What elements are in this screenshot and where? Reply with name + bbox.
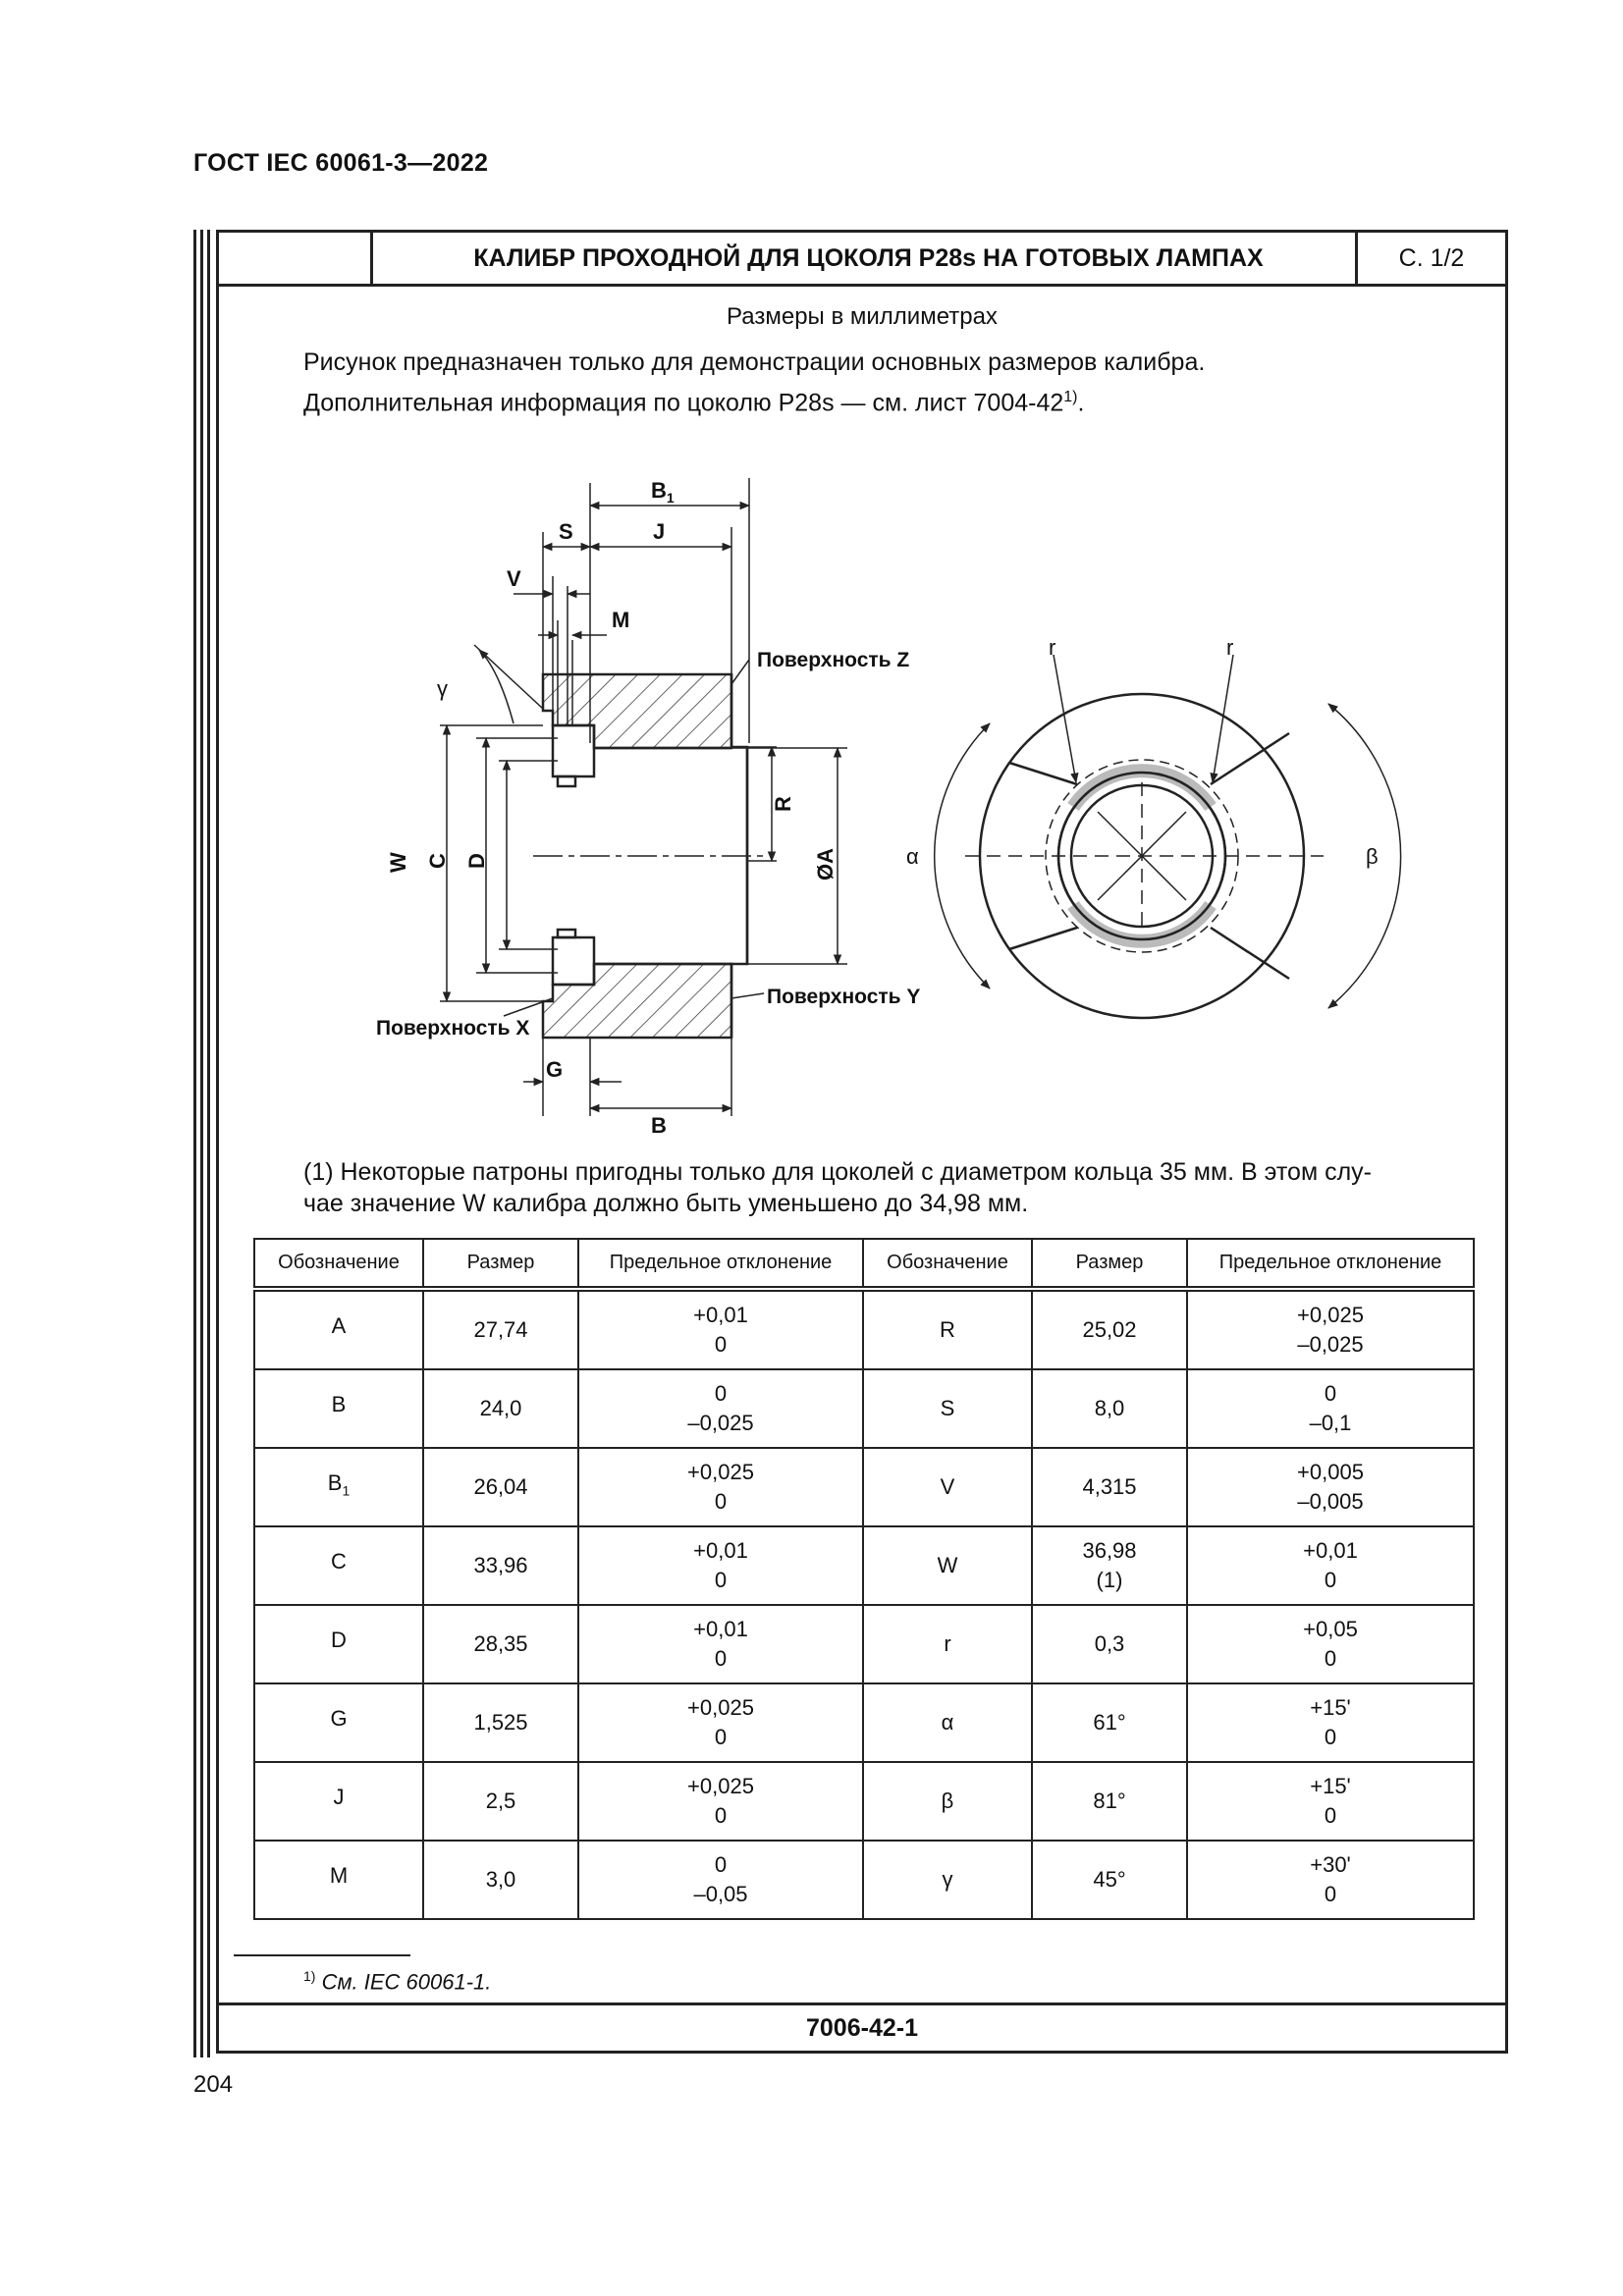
label-a: ØA (813, 848, 838, 881)
designation-cell: G (254, 1683, 423, 1762)
designation-cell: M (254, 1841, 423, 1919)
size-cell: 26,04 (423, 1448, 578, 1526)
intro-text (303, 346, 1205, 420)
label-j: J (653, 519, 666, 544)
label-s: S (559, 519, 573, 544)
header-size: Размер (423, 1239, 578, 1289)
tolerance-cell: +0,025 0 (578, 1762, 863, 1841)
intro-line-1: Рисунок предназначен только для демонстрации основных размеров калибра. (303, 348, 1206, 376)
size-cell: 8,0 (1032, 1369, 1187, 1448)
designation-cell: r (863, 1605, 1032, 1683)
tolerance-cell: +0,025 –0,025 (1187, 1289, 1474, 1369)
tolerance-cell: 0 –0,025 (578, 1369, 863, 1448)
table-row (254, 1683, 1474, 1762)
designation-cell: W (863, 1526, 1032, 1605)
sheet-number: 7006-42-1 (806, 2014, 918, 2042)
gauge-drawing (219, 449, 1505, 1136)
tolerance-cell: +0,01 0 (578, 1526, 863, 1605)
size-cell: 2,5 (423, 1762, 578, 1841)
label-gamma: γ (437, 676, 448, 701)
note-line-1: (1) Некоторые патроны пригодны только для цоколей с диаметром кольца 35 мм. В этом слу- (303, 1158, 1372, 1186)
label-m: M (612, 608, 630, 632)
table-row (254, 1841, 1474, 1919)
label-w: W (386, 852, 410, 873)
page-number: 204 (193, 2071, 234, 2098)
label-v: V (507, 566, 521, 591)
margin-rule (200, 230, 203, 2057)
footnote: $^{1)}$ См. IEC 60061-1. (303, 1968, 492, 1995)
tolerance-cell: +0,01 0 (578, 1605, 863, 1683)
dimensions-table (253, 1238, 1475, 1920)
table-row (254, 1289, 1474, 1369)
label-c: C (425, 853, 450, 869)
header-size: Размер (1032, 1239, 1187, 1289)
note-line-2: чае значение W калибра должно быть уменьшено до 34,98 мм. (303, 1190, 1029, 1217)
size-cell: 33,96 (423, 1526, 578, 1605)
designation-cell: R (863, 1289, 1032, 1369)
designation-cell: $B_1$ (254, 1448, 423, 1526)
tolerance-cell: 0 –0,05 (578, 1841, 863, 1919)
table-row (254, 1526, 1474, 1605)
document-code: ГОСТ IEC 60061-3—2022 (193, 149, 489, 177)
size-cell: 25,02 (1032, 1289, 1187, 1369)
title-row (219, 233, 1505, 287)
table-header-row (254, 1239, 1474, 1289)
tolerance-cell: 0 –0,1 (1187, 1369, 1474, 1448)
intro-line-2: Дополнительная информация по цоколю P28s — см. лист 7004-42$^{1)}$. (303, 389, 1085, 417)
margin-rule (207, 230, 210, 2057)
size-cell: 4,315 (1032, 1448, 1187, 1526)
label-b1: $B_1$ (651, 478, 675, 506)
size-cell: 27,74 (423, 1289, 578, 1369)
size-cell: 45° (1032, 1841, 1187, 1919)
designation-cell: J (254, 1762, 423, 1841)
size-cell: 28,35 (423, 1605, 578, 1683)
header-tolerance: Предельное отклонение (578, 1239, 863, 1289)
size-cell: 3,0 (423, 1841, 578, 1919)
label-surface-y: Поверхность Y (767, 986, 921, 1008)
tolerance-cell: +30' 0 (1187, 1841, 1474, 1919)
table-row (254, 1605, 1474, 1683)
size-cell: 81° (1032, 1762, 1187, 1841)
units-note: Размеры в миллиметрах (727, 303, 998, 330)
label-r-left: r (1049, 635, 1056, 660)
footnote-ref: 1) (1063, 389, 1078, 405)
designation-cell: D (254, 1605, 423, 1683)
label-r: R (771, 796, 795, 812)
label-g: G (546, 1057, 564, 1082)
tolerance-cell: +15' 0 (1187, 1683, 1474, 1762)
tolerance-cell: +0,025 0 (578, 1448, 863, 1526)
designation-cell: α (863, 1683, 1032, 1762)
header-tolerance: Предельное отклонение (1187, 1239, 1474, 1289)
header-designation: Обозначение (863, 1239, 1032, 1289)
table-row (254, 1448, 1474, 1526)
label-beta: β (1366, 844, 1379, 869)
title-blank-cell (219, 233, 373, 284)
designation-cell: A (254, 1289, 423, 1369)
label-b: B (651, 1113, 667, 1136)
label-surface-z: Поверхность Z (757, 649, 910, 671)
table-row (254, 1369, 1474, 1448)
tolerance-cell: +0,005 –0,005 (1187, 1448, 1474, 1526)
tolerance-cell: +15' 0 (1187, 1762, 1474, 1841)
footer-rule (219, 2002, 1505, 2005)
designation-cell: β (863, 1762, 1032, 1841)
designation-cell: γ (863, 1841, 1032, 1919)
label-surface-x: Поверхность X (376, 1017, 530, 1040)
label-alpha: α (906, 844, 919, 869)
designation-cell: S (863, 1369, 1032, 1448)
size-cell: 1,525 (423, 1683, 578, 1762)
size-cell: 61° (1032, 1683, 1187, 1762)
sheet-title: КАЛИБР ПРОХОДНОЙ ДЛЯ ЦОКОЛЯ P28s НА ГОТОВЫХ ЛАМПАХ (473, 244, 1264, 272)
designation-cell: B (254, 1369, 423, 1448)
size-cell: 36,98 (1) (1032, 1526, 1187, 1605)
sheet-page: С. 1/2 (1355, 233, 1505, 284)
tolerance-cell: +0,025 0 (578, 1683, 863, 1762)
designation-cell: C (254, 1526, 423, 1605)
header-designation: Обозначение (254, 1239, 423, 1289)
tolerance-cell: +0,01 0 (578, 1289, 863, 1369)
footnote-rule (234, 1954, 410, 1956)
tolerance-cell: +0,05 0 (1187, 1605, 1474, 1683)
label-r-right: r (1226, 635, 1234, 660)
designation-cell: V (863, 1448, 1032, 1526)
size-cell: 24,0 (423, 1369, 578, 1448)
size-cell: 0,3 (1032, 1605, 1187, 1683)
margin-rule (193, 230, 196, 2057)
tolerance-cell: +0,01 0 (1187, 1526, 1474, 1605)
label-d: D (464, 853, 489, 869)
table-row (254, 1762, 1474, 1841)
sheet-frame (216, 230, 1508, 2054)
